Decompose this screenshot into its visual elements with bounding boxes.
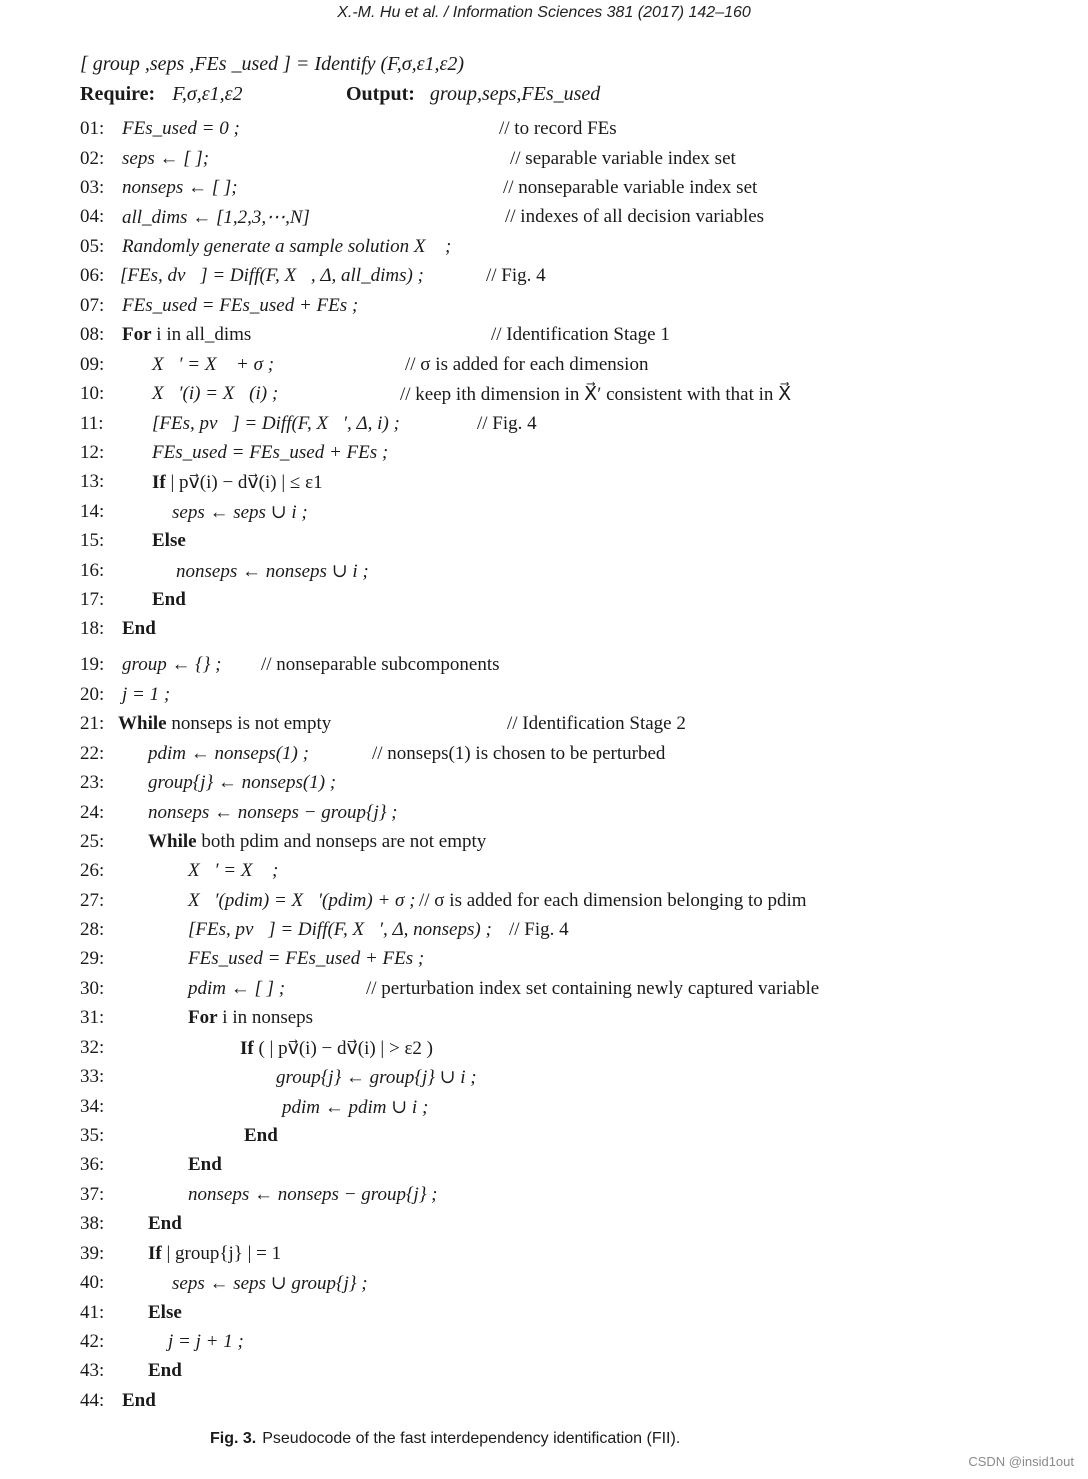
line-number: 42:	[80, 1331, 105, 1352]
code-text: seps ← seps ∪ group{j} ;	[172, 1273, 368, 1294]
line-code	[148, 1302, 182, 1324]
line-code	[148, 802, 398, 824]
code-text: | pv⃗(i) − dv⃗(i) | ≤ ε1	[165, 472, 323, 493]
keyword: End	[148, 1360, 182, 1381]
line-number: 39:	[80, 1243, 105, 1264]
line-comment: // Identification Stage 2	[507, 713, 686, 734]
code-text: nonseps ← nonseps − group{j} ;	[148, 802, 398, 823]
code-text: group{j} ← nonseps(1) ;	[148, 772, 337, 793]
keyword: End	[122, 618, 156, 639]
line-number: 31:	[80, 1007, 105, 1028]
line-code	[152, 383, 278, 405]
keyword: End	[122, 1390, 156, 1411]
output-row	[346, 83, 600, 106]
line-number: 02:	[80, 148, 105, 169]
code-text: Randomly generate a sample solution X⃗ ;	[122, 236, 452, 257]
line-comment: // Fig. 4	[477, 413, 537, 434]
line-code	[188, 1184, 438, 1206]
keyword: Else	[148, 1302, 182, 1323]
line-number: 21:	[80, 713, 105, 734]
line-code	[122, 684, 170, 706]
line-code	[152, 413, 400, 435]
line-code	[152, 471, 323, 494]
code-text: [FEs, pv⃗] = Diff(F, X⃗′, Δ, nonseps) ;	[188, 919, 492, 940]
caption-text: Pseudocode of the fast interdependency identification (FII).	[262, 1430, 681, 1447]
line-code	[122, 148, 209, 170]
line-code	[122, 654, 221, 676]
line-code	[122, 618, 156, 640]
keyword: If	[152, 472, 166, 493]
line-code	[148, 831, 486, 853]
code-text: pdim ← nonseps(1) ;	[148, 743, 309, 764]
line-comment: // separable variable index set	[510, 148, 736, 169]
line-code	[172, 501, 308, 524]
line-number: 25:	[80, 831, 105, 852]
code-text: X⃗′ = X⃗ + σ ;	[152, 354, 275, 375]
line-number: 20:	[80, 684, 105, 705]
code-text: nonseps ← nonseps ∪ i ;	[176, 561, 369, 582]
code-text: j = j + 1 ;	[168, 1331, 244, 1352]
keyword: End	[188, 1154, 222, 1175]
code-text: j = 1 ;	[122, 684, 171, 705]
code-text: FEs_used = 0 ;	[122, 118, 240, 139]
line-code	[152, 589, 186, 611]
line-number: 43:	[80, 1360, 105, 1381]
require-row	[80, 83, 242, 106]
line-code	[148, 1243, 281, 1265]
line-code	[122, 118, 240, 140]
line-number: 07:	[80, 295, 105, 316]
line-code	[122, 324, 251, 346]
line-number: 17:	[80, 589, 105, 610]
require-value: F,σ,ε1,ε2	[172, 83, 243, 105]
line-number: 36:	[80, 1154, 105, 1175]
line-number: 34:	[80, 1096, 105, 1117]
line-code	[172, 1272, 368, 1295]
line-number: 03:	[80, 177, 105, 198]
line-comment: // σ is added for each dimension belonging to pdim	[419, 890, 807, 911]
line-number: 10:	[80, 383, 105, 404]
line-code	[240, 1037, 433, 1060]
line-code	[276, 1066, 477, 1089]
line-code	[244, 1125, 278, 1147]
line-number: 38:	[80, 1213, 105, 1234]
code-text: X⃗′(i) = X⃗(i) ;	[152, 383, 279, 404]
code-text: group ← {} ;	[122, 654, 222, 675]
line-number: 37:	[80, 1184, 105, 1205]
line-code	[122, 206, 310, 229]
line-code	[168, 1331, 244, 1353]
code-text: i in nonseps	[217, 1007, 314, 1028]
line-number: 08:	[80, 324, 105, 345]
running-header: X.-M. Hu et al. / Information Sciences 381 (2017) 142–160	[337, 4, 751, 21]
code-text: both pdim and nonseps are not empty	[196, 831, 487, 852]
line-code	[188, 1154, 222, 1176]
line-code	[152, 354, 274, 376]
watermark: CSDN @insid1out	[968, 1454, 1074, 1469]
keyword: End	[244, 1125, 278, 1146]
line-number: 24:	[80, 802, 105, 823]
line-number: 26:	[80, 860, 105, 881]
code-text: i in all_dims	[151, 324, 252, 345]
code-text: pdim ← [ ] ;	[188, 978, 286, 999]
line-code	[118, 713, 331, 735]
line-code	[122, 236, 451, 258]
code-text: FEs_used = FEs_used + FEs ;	[188, 948, 425, 969]
line-comment: // Identification Stage 1	[491, 324, 670, 345]
line-number: 12:	[80, 442, 105, 463]
keyword: If	[148, 1243, 162, 1264]
line-code	[188, 919, 492, 941]
line-code	[148, 743, 309, 765]
keyword: While	[148, 831, 197, 852]
line-number: 29:	[80, 948, 105, 969]
line-comment: // nonseparable variable index set	[503, 177, 758, 198]
keyword: End	[152, 589, 186, 610]
line-number: 04:	[80, 206, 105, 227]
keyword: For	[122, 324, 152, 345]
code-text: [FEs, pv⃗] = Diff(F, X⃗′, Δ, i) ;	[152, 413, 400, 434]
line-number: 05:	[80, 236, 105, 257]
line-number: 01:	[80, 118, 105, 139]
keyword: Else	[152, 530, 186, 551]
code-text: ( | pv⃗(i) − dv⃗(i) | > ε2 )	[253, 1038, 434, 1059]
caption-label: Fig. 3.	[210, 1430, 257, 1447]
line-code	[152, 530, 186, 552]
code-text: nonseps is not empty	[166, 713, 332, 734]
code-text: seps ← [ ];	[122, 148, 210, 169]
code-text: pdim ← pdim ∪ i ;	[282, 1097, 429, 1118]
keyword: While	[118, 713, 167, 734]
line-code	[122, 177, 238, 199]
line-code	[188, 860, 278, 882]
line-comment: // keep ith dimension in X⃗′ consistent with that in X⃗	[400, 384, 792, 405]
code-text: | group{j} | = 1	[161, 1243, 282, 1264]
line-number: 22:	[80, 743, 105, 764]
code-text: X⃗′ = X⃗ ;	[188, 860, 279, 881]
line-number: 16:	[80, 560, 105, 581]
line-comment: // nonseparable subcomponents	[261, 654, 500, 675]
line-comment: // to record FEs	[499, 118, 617, 139]
line-number: 23:	[80, 772, 105, 793]
code-text: nonseps ← [ ];	[122, 177, 238, 198]
line-number: 13:	[80, 471, 105, 492]
line-number: 35:	[80, 1125, 105, 1146]
line-code	[122, 1390, 156, 1412]
line-number: 11:	[80, 413, 104, 434]
code-text: group{j} ← group{j} ∪ i ;	[276, 1067, 477, 1088]
code-text: X⃗′(pdim) = X⃗′(pdim) + σ ;	[188, 890, 416, 911]
line-code	[176, 560, 369, 583]
line-code	[188, 890, 415, 912]
line-number: 30:	[80, 978, 105, 999]
code-text: FEs_used = FEs_used + FEs ;	[122, 295, 359, 316]
line-comment: // indexes of all decision variables	[505, 206, 765, 227]
output-label: Output:	[346, 83, 415, 105]
line-comment: // perturbation index set containing newly captured variable	[366, 978, 820, 999]
line-number: 15:	[80, 530, 105, 551]
code-text: [FEs, dv⃗] = Diff(F, X⃗, Δ, all_dims) ;	[120, 265, 424, 286]
line-code	[188, 978, 285, 1000]
line-number: 44:	[80, 1390, 105, 1411]
line-code	[152, 442, 388, 464]
line-comment: // Fig. 4	[486, 265, 546, 286]
line-comment: // σ is added for each dimension	[405, 354, 649, 375]
line-code	[148, 1213, 182, 1235]
code-text: FEs_used = FEs_used + FEs ;	[152, 442, 389, 463]
line-comment: // nonseps(1) is chosen to be perturbed	[372, 743, 666, 764]
line-code	[122, 295, 358, 317]
keyword: End	[148, 1213, 182, 1234]
keyword: For	[188, 1007, 218, 1028]
code-text: nonseps ← nonseps − group{j} ;	[188, 1184, 438, 1205]
line-number: 32:	[80, 1037, 105, 1058]
line-number: 09:	[80, 354, 105, 375]
code-text: all_dims ← [1,2,3,⋯,N]	[122, 207, 310, 228]
line-code	[188, 1007, 313, 1029]
line-number: 40:	[80, 1272, 105, 1293]
line-number: 14:	[80, 501, 105, 522]
require-label: Require:	[80, 83, 156, 105]
function-signature: [ group ,seps ,FEs _used ] = Identify (F,σ,ε1,ε2)	[80, 53, 465, 75]
line-number: 18:	[80, 618, 105, 639]
keyword: If	[240, 1038, 254, 1059]
line-code	[188, 948, 424, 970]
line-number: 33:	[80, 1066, 105, 1087]
line-code	[282, 1096, 428, 1119]
line-number: 27:	[80, 890, 105, 911]
output-value: group,seps,FEs_used	[429, 83, 601, 105]
line-number: 06:	[80, 265, 105, 286]
line-number: 28:	[80, 919, 105, 940]
line-code	[120, 265, 424, 287]
code-text: seps ← seps ∪ i ;	[172, 502, 308, 523]
line-code	[148, 772, 336, 794]
figure-caption	[210, 1430, 680, 1448]
line-code	[148, 1360, 182, 1382]
line-number: 41:	[80, 1302, 105, 1323]
line-number: 19:	[80, 654, 105, 675]
line-comment: // Fig. 4	[509, 919, 569, 940]
